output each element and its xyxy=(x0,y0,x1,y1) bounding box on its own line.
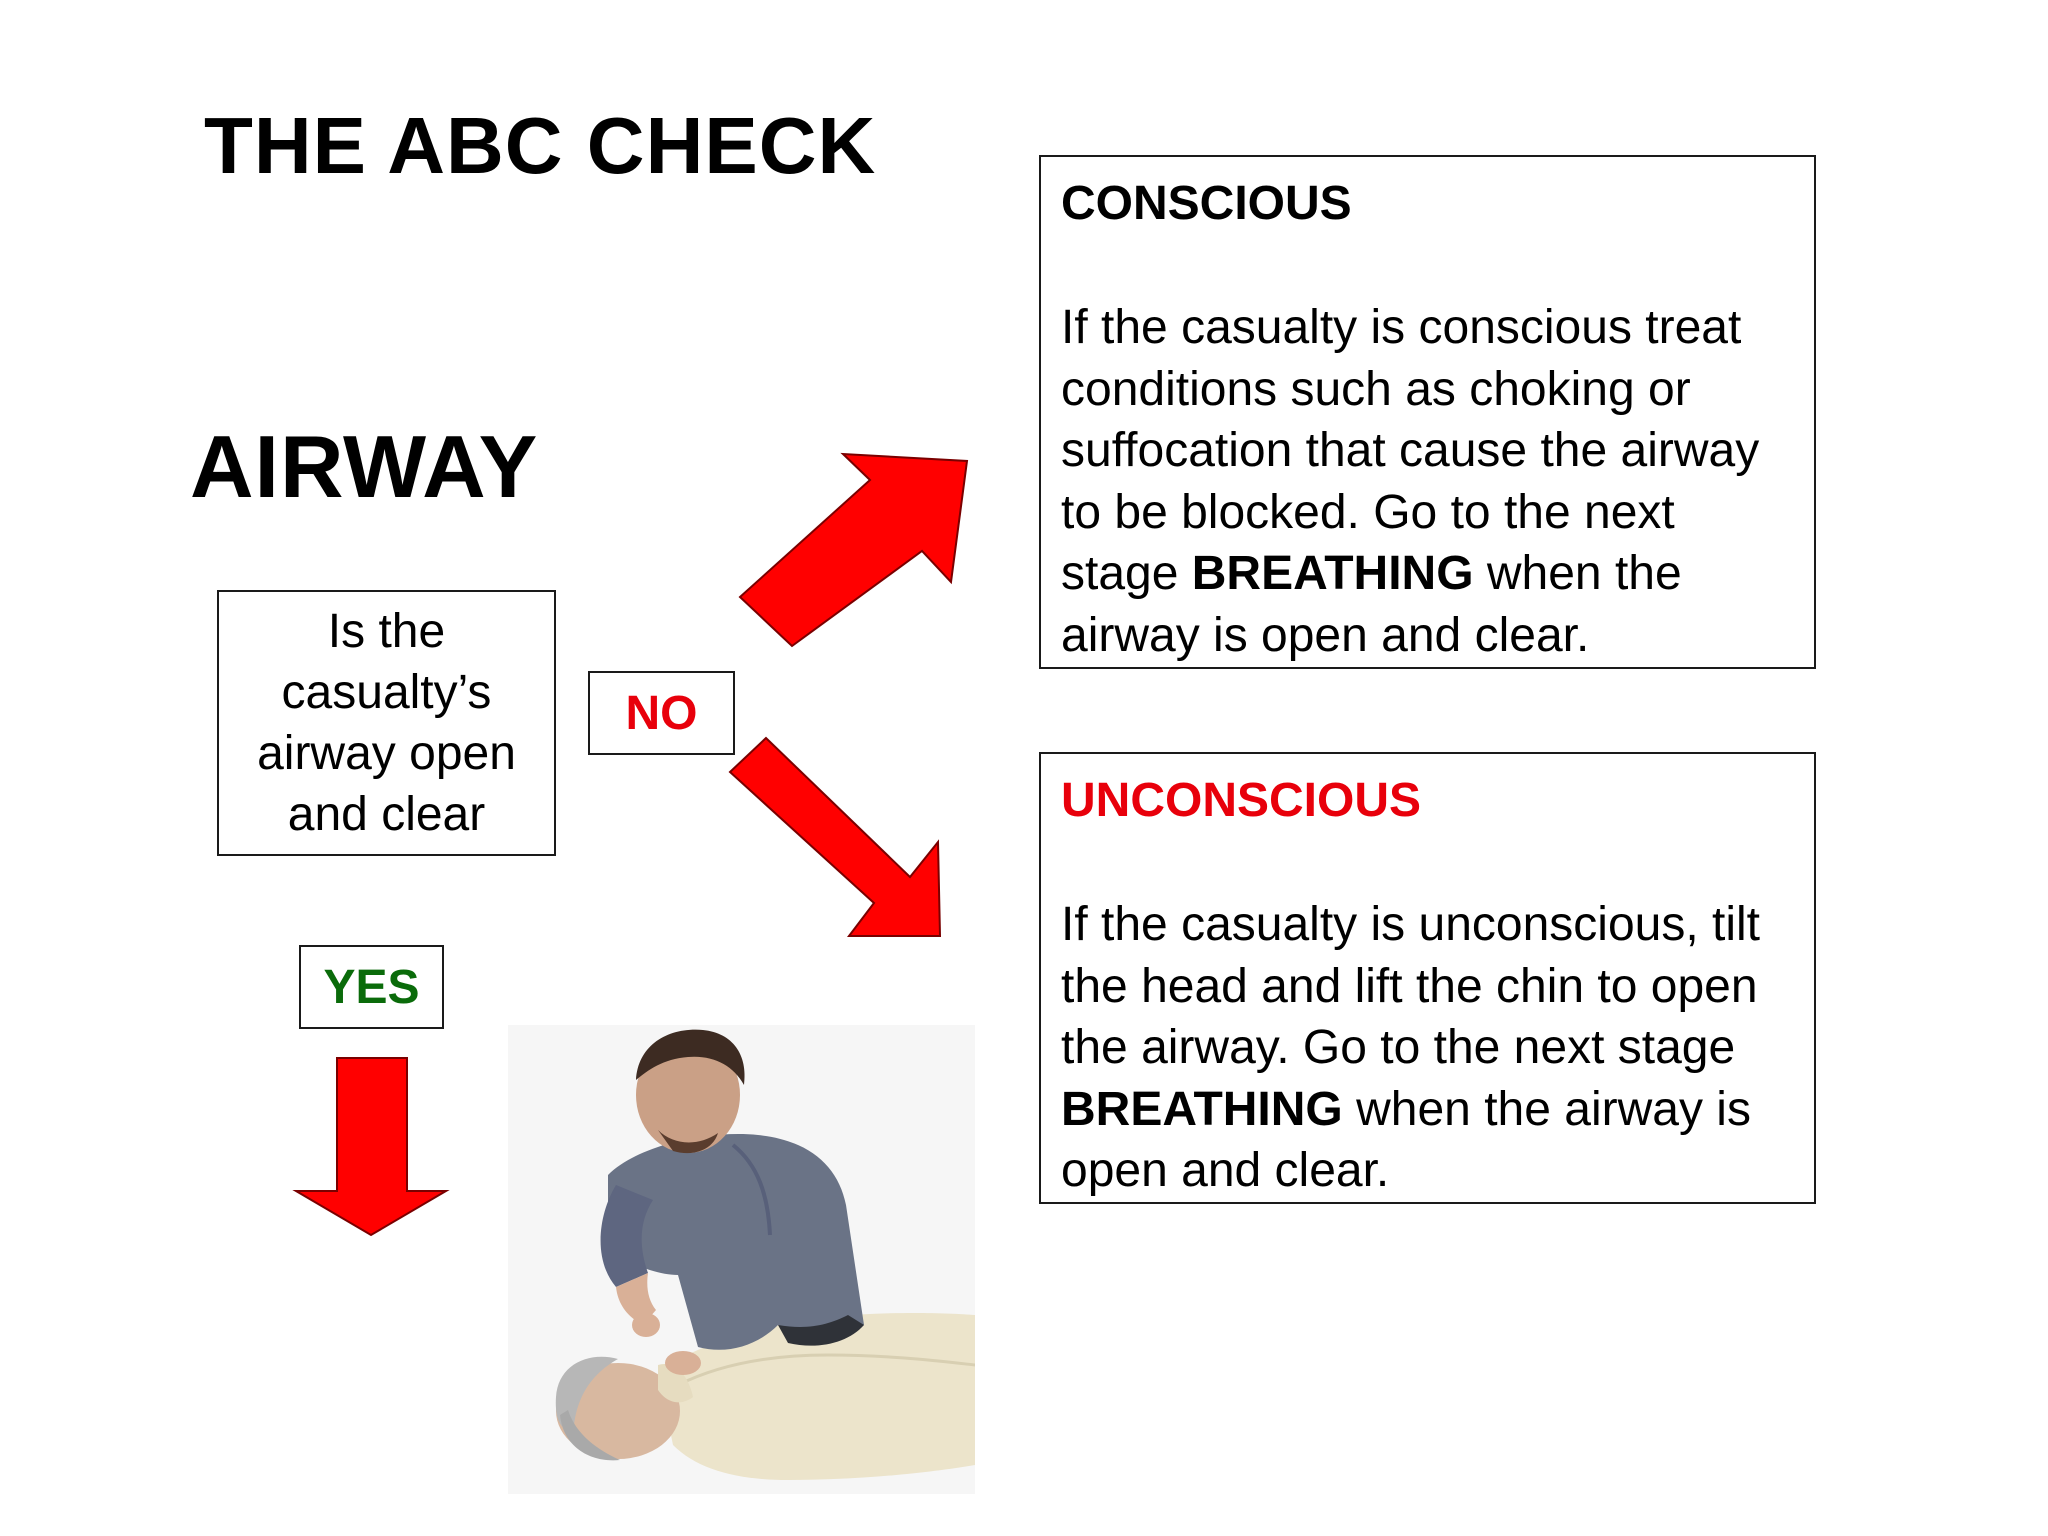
question-box xyxy=(217,590,556,856)
arrow-up-right-icon xyxy=(740,454,967,646)
recovery-check-illustration xyxy=(508,1025,975,1494)
conscious-breathing-emphasis: BREATHING xyxy=(1191,547,1474,600)
arrow-down-right-icon xyxy=(730,738,940,936)
unconscious-body xyxy=(1061,894,1794,1202)
conscious-heading: CONSCIOUS xyxy=(1061,177,1352,230)
unconscious-box xyxy=(1039,752,1816,1204)
question-line: casualty’s xyxy=(281,666,492,719)
question-line: airway open xyxy=(257,727,516,780)
conscious-body-text-end: when the airway is open and clear. xyxy=(1061,547,1682,662)
question-line: Is the xyxy=(327,605,446,658)
question-text xyxy=(219,601,554,845)
page-title: THE ABC CHECK xyxy=(204,101,877,190)
conscious-body-text: If the casualty is conscious treat conditions such as choking or suffocation that cause the airway to be blocked. Go to the next stage xyxy=(1061,301,1760,600)
unconscious-body-text: If the casualty is unconscious, tilt the head and lift the chin to open the airway. Go to the next stage xyxy=(1061,898,1760,1074)
conscious-box xyxy=(1039,155,1816,669)
arrow-down-icon xyxy=(296,1058,446,1235)
unconscious-breathing-emphasis: BREATHING xyxy=(1061,1082,1343,1136)
no-label: NO xyxy=(588,671,735,755)
unconscious-heading: UNCONSCIOUS xyxy=(1061,774,1422,827)
unconscious-body-text-end: when the airway is open and clear. xyxy=(1061,1082,1751,1197)
conscious-body xyxy=(1061,297,1794,666)
question-line: and clear xyxy=(287,788,486,841)
yes-label: YES xyxy=(299,945,444,1029)
section-heading-airway: AIRWAY xyxy=(190,417,539,516)
